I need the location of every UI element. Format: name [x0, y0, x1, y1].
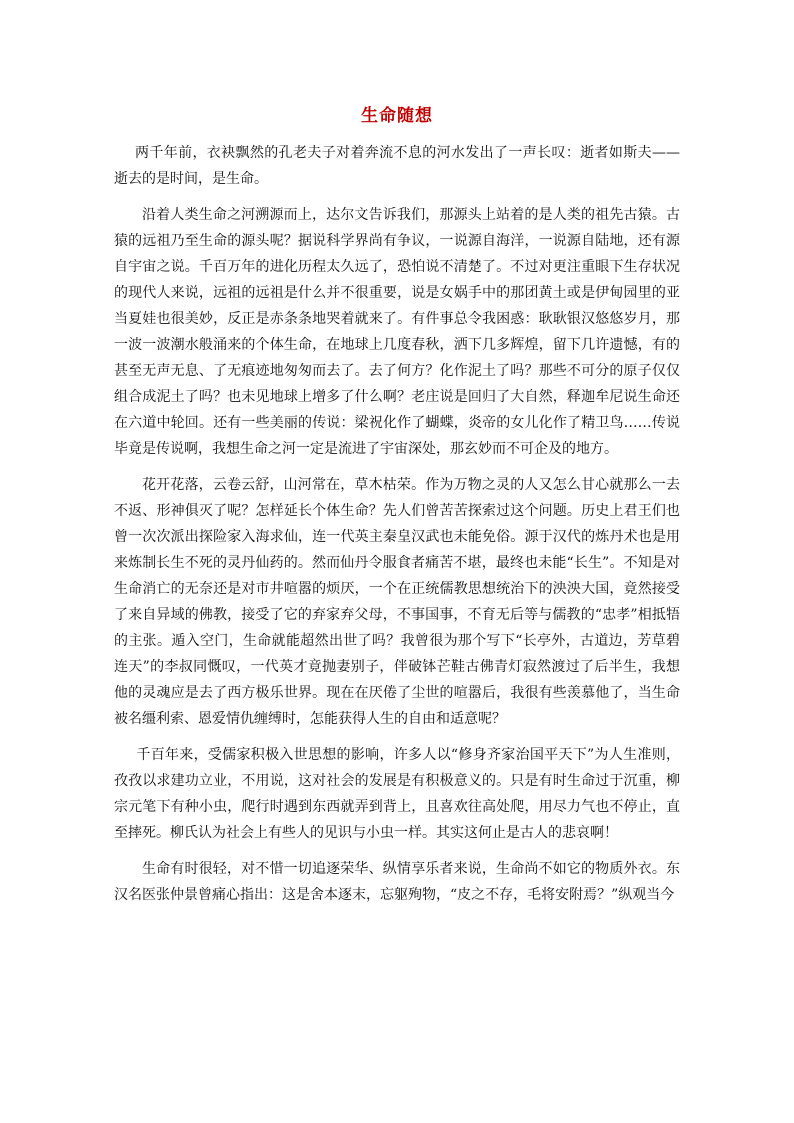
paragraph-5: 生命有时很轻，对不惜一切追逐荣华、纵情享乐者来说，生命尚不如它的物质外衣。东汉名医张仲景曾痛心指出：这是舍本逐末，忘躯殉物，“皮之不存，毛将安附焉？”纵观当今	[114, 861, 680, 903]
paragraph-2: 沿着人类生命之河溯源而上，达尔文告诉我们，那源头上站着的是人类的祖先古猿。古猿的远祖乃至生命的源头呢？据说科学界尚有争议，一说源自海洋，一说源自陆地，还有源自宇宙之说。千百万年的进化历程太久远了，恐怕说不清楚了。不过对更注重眼下生存状况的现代人来说，远祖的远祖是什么并不很重要，说是女娲手中的那团黄土或是伊甸园里的亚当夏娃也很美妙，反正是赤条条地哭着就来了。有件事总令我困惑：耿耿银汉悠悠岁月，那一波一波潮水般涌来的个体生命，在地球上几度春秋，洒下几多辉煌，留下几许遗憾，有的甚至无声无息、了无痕迹地匆匆而去了。去了何方？化作泥土了吗？那些不可分的原子仅仅组合成泥土了吗？也未见地球上增多了什么啊？老庄说是回归了大自然，释迦牟尼说生命还在六道中轮回。还有一些美丽的传说：梁祝化作了蝴蝶，炎帝的女儿化作了精卫鸟……传说毕竟是传说啊，我想生命之河一定是流进了宇宙深处，那玄妙而不可企及的地方。	[114, 207, 680, 457]
document-title: 生命随想	[361, 106, 433, 126]
paragraph-4: 千百年来，受儒家积极入世思想的影响，许多人以“修身齐家治国平天下”为人生准则，孜孜以求建功立业，不用说，这对社会的发展是有积极意义的。只是有时生命过于沉重，柳宗元笔下有种小虫，爬行时遇到东西就弄到背上，且喜欢往高处爬，用尽力气也不停止，直至摔死。柳氏认为社会上有些人的见识与小虫一样。其实这何止是古人的悲哀啊！	[114, 747, 680, 841]
document-page	[114, 104, 680, 918]
paragraph-3: 花开花落，云卷云舒，山河常在，草木枯荣。作为万物之灵的人又怎么甘心就那么一去不返、形神俱灭了呢？怎样延长个体生命？先人们曾苦苦探索过这个问题。历史上君王们也曾一次次派出探险家入海求仙，连一代英主秦皇汉武也未能免俗。源于汉代的炼丹术也是用来炼制长生不死的灵丹仙药的。然而仙丹令服食者痛苦不堪，最终也未能“长生”。不知是对生命消亡的无奈还是对市井喧嚣的烦厌，一个在正统儒教思想统治下的泱泱大国，竟然接受了来自异域的佛教，接受了它的弃家弃父母，不事国事，不育无后等与儒教的“忠孝”相抵牾的主张。遁入空门，生命就能超然出世了吗？我曾很为那个写下“长亭外，古道边，芳草碧连天”的李叔同慨叹，一代英才竟抛妻别子，伴破钵芒鞋古佛青灯寂然渡过了后半生，我想他的灵魂应是去了西方极乐世界。现在在厌倦了尘世的喧嚣后，我很有些羡慕他了，当生命被名缰利索、恩爱情仇缠缚时，怎能获得人生的自由和适意呢？	[114, 477, 680, 727]
paragraph-1: 两千年前，衣袂飘然的孔老夫子对着奔流不息的河水发出了一声长叹：逝者如斯夫——逝去的是时间，是生命。	[114, 145, 680, 187]
